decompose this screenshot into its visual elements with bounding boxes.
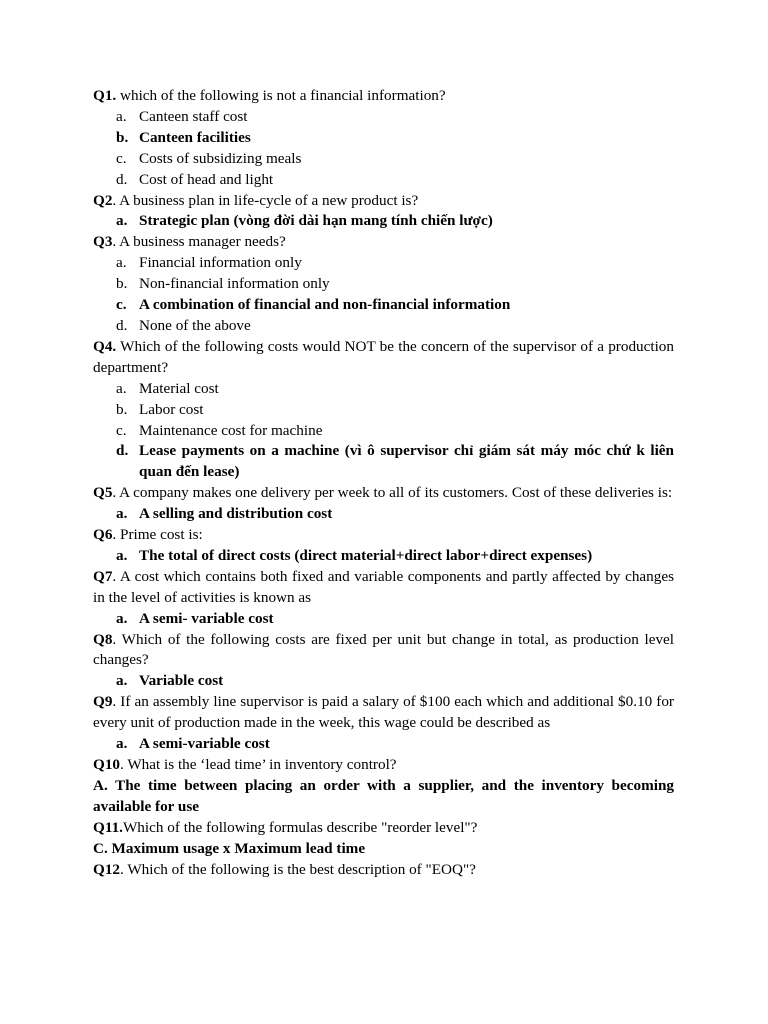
question-text (93, 232, 674, 253)
answer-option-selected (93, 609, 674, 630)
answer-option (93, 316, 674, 337)
question-body: . A business plan in life-cycle of a new product is? (112, 191, 419, 209)
option-text: Cost of head and light (139, 170, 274, 188)
option-text: None of the above (139, 316, 251, 334)
answer-text: C. Maximum usage x Maximum lead time (93, 839, 366, 857)
answer-option-selected (93, 441, 674, 483)
question-body: . A cost which contains both fixed and variable components and partly affected by changes in the level of activities is known as (93, 567, 674, 606)
option-text: Labor cost (139, 400, 204, 418)
question-number: Q3 (93, 233, 113, 251)
answer-option-selected (93, 504, 674, 525)
option-letter: d. (116, 316, 128, 334)
question-text (93, 630, 674, 672)
question-text (93, 692, 674, 734)
option-letter: b. (116, 275, 128, 293)
question-number: Q8 (93, 630, 113, 648)
option-text: The total of direct costs (direct material+direct labor+direct expenses) (139, 546, 593, 564)
question-number: Q1. (93, 87, 117, 104)
answer-option (93, 170, 674, 191)
answer-option (93, 107, 674, 128)
option-text: Variable cost (139, 672, 224, 690)
option-text: Financial information only (139, 254, 302, 272)
option-text: Material cost (139, 379, 219, 397)
option-letter: a. (116, 379, 127, 397)
question-text (93, 755, 674, 776)
question-text (93, 525, 674, 546)
question-text (93, 483, 674, 504)
question-number: Q5 (93, 484, 113, 502)
question-text (93, 191, 674, 212)
option-letter: a. (116, 735, 128, 753)
option-letter: a. (116, 546, 128, 564)
option-text: Canteen staff cost (139, 107, 248, 125)
question-body: Which of the following formulas describe "reorder level"? (122, 818, 478, 836)
question-number: Q10 (93, 756, 121, 773)
question-body: . Which of the following costs are fixed per unit but change in total, as production level changes? (93, 630, 674, 669)
option-text: Canteen facilities (139, 128, 251, 146)
option-letter: a. (116, 609, 128, 627)
option-text: Non-financial information only (139, 275, 330, 293)
option-letter: a. (116, 107, 127, 125)
answer-option-selected (93, 295, 674, 316)
option-letter: a. (116, 505, 128, 523)
question-body: . Prime cost is: (112, 526, 203, 544)
question-text (93, 337, 674, 379)
option-text: A semi-variable cost (139, 735, 270, 753)
question-number: Q7 (93, 567, 113, 585)
option-text: Maintenance cost for machine (139, 421, 323, 439)
question-number: Q12 (93, 860, 121, 878)
answer-option-selected (93, 128, 674, 149)
question-body: . Which of the following is the best description of "EOQ"? (120, 860, 476, 878)
question-body: . If an assembly line supervisor is paid a salary of $100 each which and additional $0.10 for every unit of production made in the week, this wage could be described as (93, 693, 674, 732)
option-letter: d. (116, 442, 129, 460)
option-letter: c. (116, 421, 127, 439)
option-text: A semi- variable cost (139, 609, 274, 627)
question-body: . A business manager needs? (112, 233, 286, 251)
option-letter: c. (116, 149, 127, 167)
option-text: Strategic plan (vòng đời dài hạn mang tính chiến lược) (139, 212, 493, 230)
question-text (93, 567, 674, 609)
question-list (93, 86, 674, 880)
answer-option-selected (93, 671, 674, 692)
question-body: Which of the following costs would NOT be the concern of the supervisor of a production department? (93, 337, 674, 376)
answer-option (93, 421, 674, 442)
option-text: A combination of financial and non-financial information (139, 296, 511, 314)
option-letter: d. (116, 170, 128, 188)
question-number: Q4. (93, 337, 117, 355)
answer-option (93, 400, 674, 421)
answer-option-selected (93, 546, 674, 567)
option-letter: a. (116, 672, 128, 690)
answer-option (93, 253, 674, 274)
option-text: A selling and distribution cost (139, 505, 333, 523)
option-letter: b. (116, 400, 128, 418)
question-body: which of the following is not a financial information? (116, 87, 446, 104)
question-text (93, 818, 674, 839)
answer-text: A. The time between placing an order with a supplier, and the inventory becoming available for use (93, 776, 674, 815)
option-letter: a. (116, 212, 128, 230)
question-number: Q11. (93, 818, 123, 836)
question-number: Q6 (93, 526, 113, 544)
answer-option (93, 379, 674, 400)
question-number: Q9 (93, 693, 113, 711)
option-text: Lease payments on a machine (vì ô supervisor chỉ giám sát máy móc chứ k liên quan đến lease) (139, 442, 674, 481)
answer-option (93, 274, 674, 295)
question-number: Q2 (93, 191, 113, 209)
question-body: . What is the ‘lead time’ in inventory control? (120, 756, 397, 773)
option-text: Costs of subsidizing meals (139, 149, 302, 167)
question-text (93, 86, 674, 107)
option-letter: a. (116, 254, 127, 272)
answer-option-selected (93, 211, 674, 232)
answer-option (93, 149, 674, 170)
option-letter: c. (116, 296, 127, 314)
answer-option-selected (93, 734, 674, 755)
option-letter: b. (116, 128, 129, 146)
question-body: . A company makes one delivery per week to all of its customers. Cost of these deliveries is: (112, 484, 673, 502)
question-text (93, 860, 674, 881)
